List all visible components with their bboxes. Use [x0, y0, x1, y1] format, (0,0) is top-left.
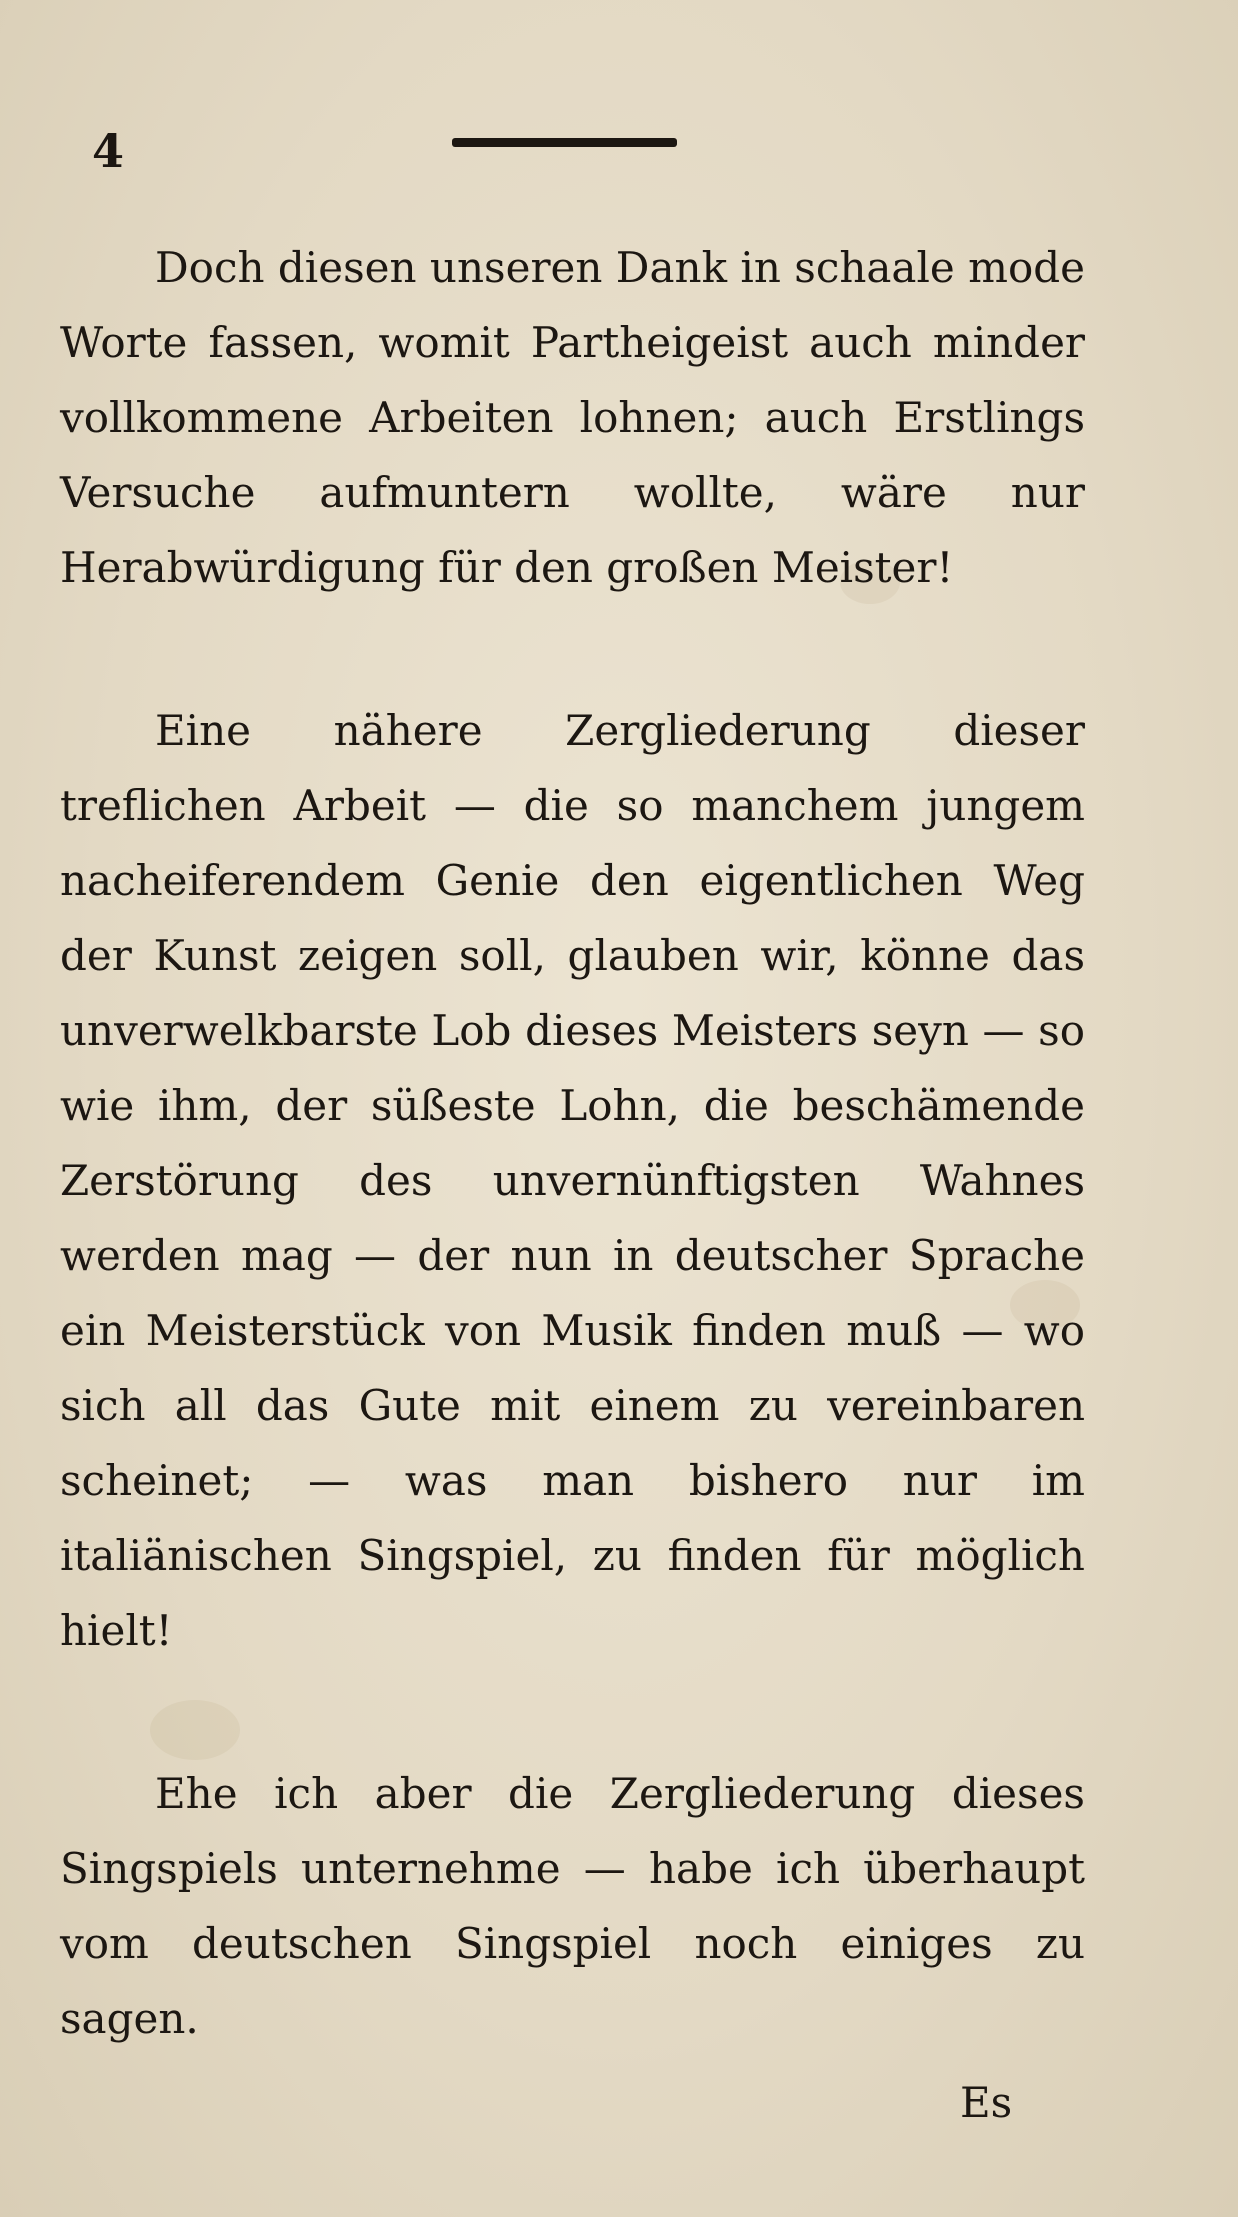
page-header — [0, 120, 1238, 200]
page-number: 4 — [92, 124, 125, 178]
catchword: Es — [960, 2078, 1013, 2127]
body-text — [60, 230, 1085, 2056]
paragraph-singspiel: Ehe ich aber die Zergliederung dieses Singspiels unternehme — habe ich überhaupt vom deutschen Singspiel noch einiges zu sagen. — [60, 1769, 1085, 2043]
paragraph-zergliederung: Eine nähere Zergliederung dieser treflichen Arbeit — die so manchem jungem nacheiferendem Genie den eigentlichen Weg der Kunst zeigen soll, glauben wir, könne das unverwelkbarste Lob dieses Meisters seyn — so wie ihm, der süßeste Lohn, die beschämende Zerstörung des unvernünftigsten Wahnes werden mag — der nun in deutscher Sprache ein Meisterstück von Musik finden muß — wo sich all das Gute mit einem zu vereinbaren scheinet; — was man bishero nur im italiänischen Singspiel, zu finden für möglich hielt! — [60, 706, 1085, 1655]
header-rule — [452, 138, 677, 147]
paragraph-dank: Doch diesen unseren Dank in schaale mode Worte fassen, womit Partheigeist auch minder vollkommene Arbeiten lohnen; auch Erstlings Versuche aufmuntern wollte, wäre nur Herabwürdigung für den großen Meister! — [60, 243, 1085, 592]
